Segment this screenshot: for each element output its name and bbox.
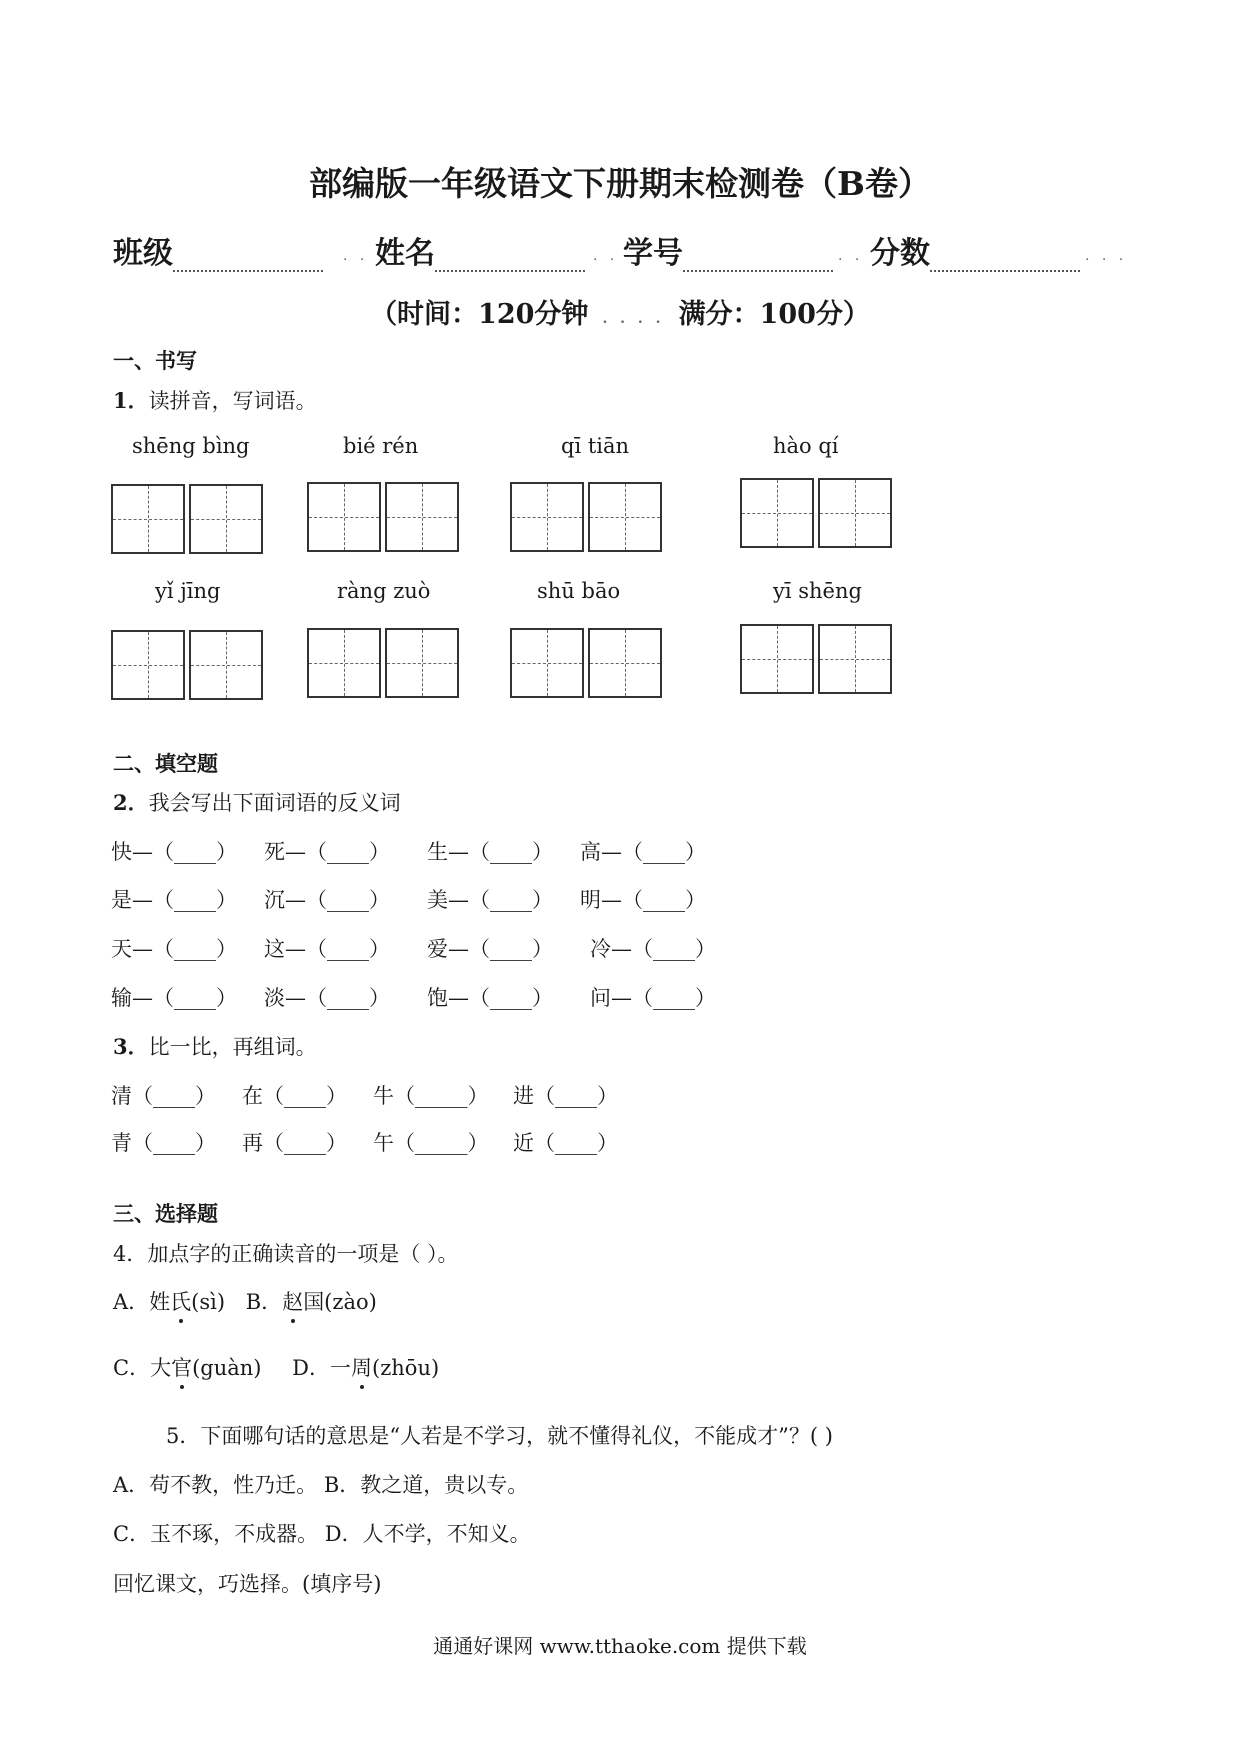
time-info bbox=[0, 292, 1240, 331]
option-a[interactable]: A．姓氏(sì) bbox=[113, 1290, 225, 1314]
name-label: 姓名 bbox=[375, 236, 435, 271]
question-5: 5．下面哪句话的意思是“人若是不学习，就不懂得礼仪，不能成才”？( ) bbox=[166, 1424, 833, 1448]
pinyin-label: shū bāo bbox=[537, 579, 621, 603]
antonym-item[interactable]: 明—（____） bbox=[580, 888, 706, 912]
section-heading-writing: 一、书写 bbox=[113, 348, 197, 373]
class-label: 班级 bbox=[113, 236, 173, 271]
writing-cell[interactable] bbox=[588, 628, 662, 698]
pinyin-label: yī shēng bbox=[773, 579, 862, 603]
antonym-item[interactable]: 输—（____） bbox=[111, 986, 237, 1010]
dotted-separator: . . bbox=[593, 248, 619, 264]
question-3 bbox=[113, 1031, 317, 1061]
number-label: 学号 bbox=[623, 236, 683, 271]
compare-item[interactable]: 再（____） bbox=[242, 1131, 347, 1155]
writing-cell[interactable] bbox=[385, 628, 459, 698]
compare-item[interactable]: 清（____） bbox=[111, 1084, 216, 1108]
number-field bbox=[623, 228, 833, 272]
full-score: 满分：100分） bbox=[678, 299, 870, 330]
antonym-item[interactable]: 淡—（____） bbox=[264, 986, 390, 1010]
compare-item[interactable]: 牛（_____） bbox=[373, 1084, 489, 1108]
class-blank[interactable] bbox=[173, 240, 323, 272]
antonym-item[interactable]: 爱—（____） bbox=[427, 937, 553, 961]
writing-cell[interactable] bbox=[307, 628, 381, 698]
pinyin-label: yǐ jīng bbox=[155, 579, 221, 603]
antonym-item[interactable]: 天—（____） bbox=[111, 937, 237, 961]
tian-grid-pair bbox=[111, 630, 263, 700]
antonym-item[interactable]: 美—（____） bbox=[427, 888, 553, 912]
section-heading-fill: 二、填空题 bbox=[113, 751, 218, 776]
pinyin-label: qī tiān bbox=[561, 434, 630, 458]
q5-options-ab[interactable]: A．苟不教，性乃迁。 B．教之道，贵以专。 bbox=[113, 1473, 529, 1497]
name-field bbox=[375, 228, 585, 272]
q4-options-ab bbox=[113, 1286, 377, 1316]
q5-options-cd[interactable]: C．玉不琢，不成器。 D．人不学，不知义。 bbox=[113, 1522, 531, 1546]
writing-cell[interactable] bbox=[510, 482, 584, 552]
tian-grid-pair bbox=[510, 628, 662, 698]
tian-grid-pair bbox=[307, 628, 459, 698]
option-c[interactable]: C．大官(guàn) bbox=[113, 1356, 261, 1380]
pinyin-label: ràng zuò bbox=[337, 579, 431, 603]
writing-cell[interactable] bbox=[740, 478, 814, 548]
recall-instruction: 回忆课文，巧选择。(填序号) bbox=[113, 1572, 382, 1596]
antonym-item[interactable]: 这—（____） bbox=[264, 937, 390, 961]
dotted-char: 周 bbox=[351, 1352, 372, 1382]
compare-item[interactable]: 进（____） bbox=[513, 1084, 618, 1108]
pinyin-label: shēng bìng bbox=[132, 434, 250, 458]
question-1 bbox=[113, 385, 317, 415]
antonym-item[interactable]: 生—（____） bbox=[427, 840, 553, 864]
question-number: 1． bbox=[113, 388, 149, 413]
antonym-item[interactable]: 问—（____） bbox=[590, 986, 716, 1010]
writing-cell[interactable] bbox=[740, 624, 814, 694]
pinyin-label: hào qí bbox=[773, 434, 839, 458]
dotted-char: 赵 bbox=[282, 1286, 303, 1316]
dotted-separator: . . bbox=[343, 248, 369, 264]
score-field bbox=[870, 228, 1080, 272]
antonym-item[interactable]: 沉—（____） bbox=[264, 888, 390, 912]
name-blank[interactable] bbox=[435, 240, 585, 272]
compare-item[interactable]: 近（____） bbox=[513, 1131, 618, 1155]
writing-cell[interactable] bbox=[385, 482, 459, 552]
compare-item[interactable]: 午（_____） bbox=[373, 1131, 489, 1155]
writing-cell[interactable] bbox=[818, 624, 892, 694]
writing-cell[interactable] bbox=[189, 630, 263, 700]
score-blank[interactable] bbox=[930, 240, 1080, 272]
compare-item[interactable]: 在（____） bbox=[242, 1084, 347, 1108]
number-blank[interactable] bbox=[683, 240, 833, 272]
tian-grid-pair bbox=[111, 484, 263, 554]
page-title: 部编版一年级语文下册期末检测卷（B卷） bbox=[309, 164, 931, 203]
writing-cell[interactable] bbox=[111, 630, 185, 700]
class-field bbox=[113, 228, 323, 272]
antonym-item[interactable]: 是—（____） bbox=[111, 888, 237, 912]
writing-cell[interactable] bbox=[307, 482, 381, 552]
option-d[interactable]: D．一周(zhōu) bbox=[292, 1356, 439, 1380]
writing-cell[interactable] bbox=[588, 482, 662, 552]
tian-grid-pair bbox=[740, 478, 892, 548]
tian-grid-pair bbox=[740, 624, 892, 694]
antonym-item[interactable]: 冷—（____） bbox=[590, 937, 716, 961]
question-number: 3． bbox=[113, 1034, 149, 1059]
pinyin-label: bié rén bbox=[343, 434, 419, 458]
antonym-item[interactable]: 饱—（____） bbox=[427, 986, 553, 1010]
question-text: 比一比，再组词。 bbox=[148, 1035, 317, 1059]
question-4: 4．加点字的正确读音的一项是（ ）。 bbox=[113, 1242, 459, 1266]
option-b[interactable]: B．赵国(zào) bbox=[246, 1290, 377, 1314]
footer-credit: 通通好课网 www.tthaoke.com 提供下载 bbox=[433, 1634, 807, 1658]
dotted-char: 官 bbox=[171, 1352, 192, 1382]
compare-item[interactable]: 青（____） bbox=[111, 1131, 216, 1155]
antonym-item[interactable]: 高—（____） bbox=[580, 840, 706, 864]
writing-cell[interactable] bbox=[510, 628, 584, 698]
q4-options-cd bbox=[113, 1352, 439, 1382]
question-text: 读拼音，写词语。 bbox=[148, 389, 317, 413]
time-limit: （时间：120分钟 bbox=[370, 299, 589, 330]
question-2 bbox=[113, 787, 401, 817]
writing-cell[interactable] bbox=[818, 478, 892, 548]
dotted-separator: . . bbox=[838, 248, 864, 264]
question-text: 我会写出下面词语的反义词 bbox=[148, 791, 401, 815]
dotted-separator: . . . . bbox=[602, 311, 665, 327]
writing-cell[interactable] bbox=[189, 484, 263, 554]
antonym-item[interactable]: 快—（____） bbox=[111, 840, 237, 864]
writing-cell[interactable] bbox=[111, 484, 185, 554]
antonym-item[interactable]: 死—（____） bbox=[264, 840, 390, 864]
tian-grid-pair bbox=[510, 482, 662, 552]
question-number: 2． bbox=[113, 790, 149, 815]
tian-grid-pair bbox=[307, 482, 459, 552]
section-heading-choice: 三、选择题 bbox=[113, 1201, 218, 1226]
score-label: 分数 bbox=[870, 236, 930, 271]
dotted-char: 氏 bbox=[170, 1286, 191, 1316]
dotted-separator: . . . bbox=[1085, 248, 1128, 264]
